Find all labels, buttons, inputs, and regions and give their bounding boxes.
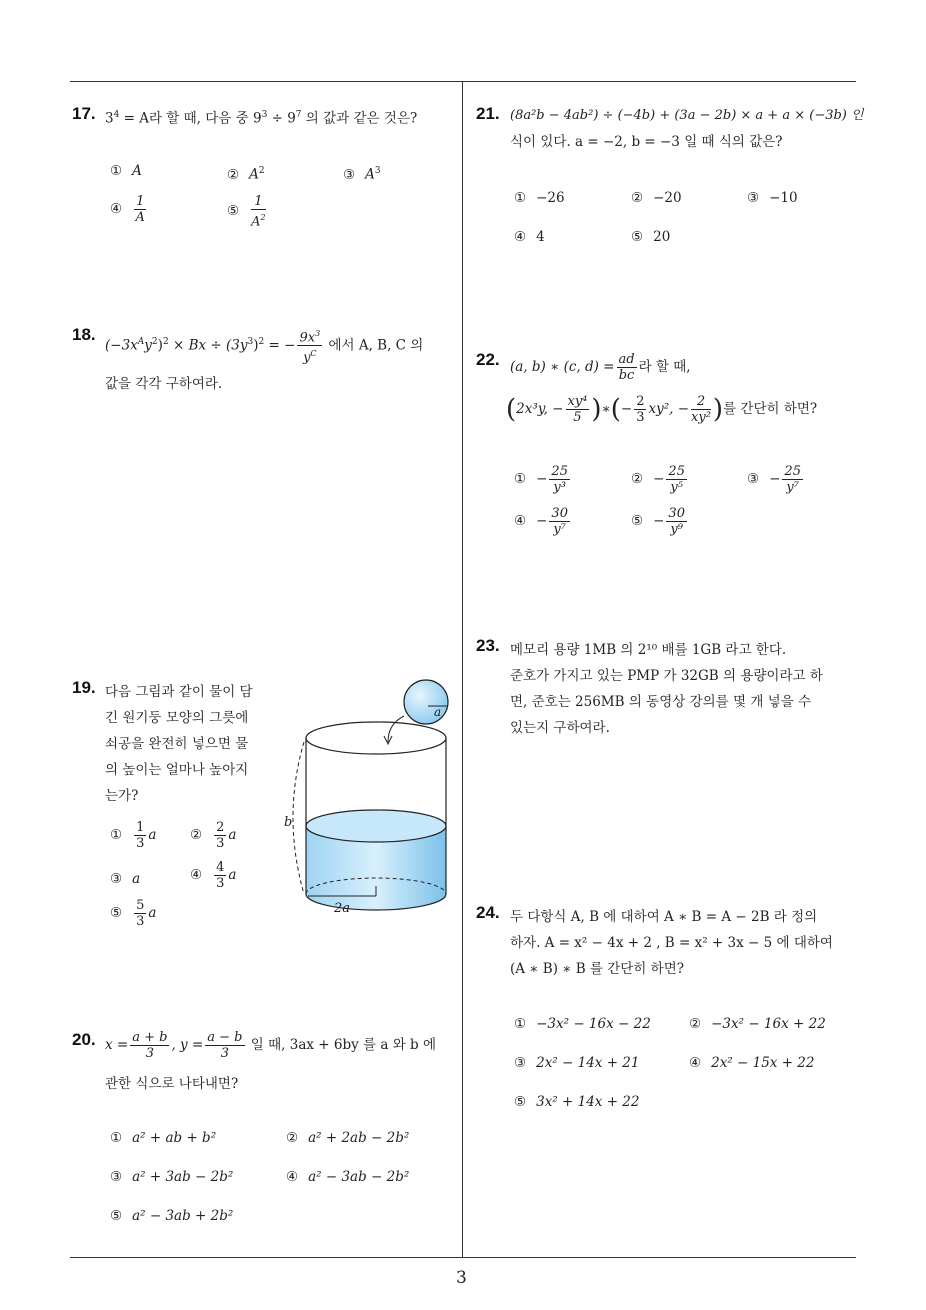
fraction: $\frac{1}{A}$ (135, 194, 145, 225)
fraction: $\frac{1}{A^2}$ (251, 194, 266, 230)
radius-2a-label: 2a (334, 901, 351, 916)
q22-choice-3[interactable]: ③ − $\frac{25}{\text{y⁷}}$ (747, 464, 801, 495)
q17-choice-5[interactable]: ⑤ $\frac{1}{A^2}$ (227, 194, 266, 230)
fraction: $\frac{ad}{bc}$ (618, 352, 635, 383)
q21-choice-1[interactable]: ① −26 (514, 190, 565, 206)
q24-line1: 두 다항식 A, B 에 대하여 A ∗ B = A − 2B 라 정의 (510, 909, 818, 925)
q17-number: 17. (72, 104, 96, 123)
q20-line1: x = $\frac{a + b}{3}$ , y = $\frac{a - b}{3}$ 일 때, 3ax + 6by 를 a 와 b 에 (105, 1030, 437, 1061)
water-surface (306, 810, 446, 842)
fraction: $\frac{30}{\text{y⁷}}$ (551, 506, 568, 537)
fraction: $\frac{\text{xy⁴}}{5}$ (567, 394, 588, 425)
fraction: $\frac{9x^3}{y^C}$ (297, 326, 322, 366)
q19-line3: 쇠공을 완전히 넣으면 물 (105, 736, 249, 752)
q24-choice-3[interactable]: ③ 2x² − 14x + 21 (514, 1055, 640, 1071)
q23-line3: 면, 준호는 256MB 의 동영상 강의를 몇 개 넣을 수 (510, 694, 812, 710)
cylinder-top (306, 722, 446, 754)
top-rule (70, 81, 856, 82)
q19-number: 19. (72, 678, 96, 697)
ball-radius-label: a (434, 705, 442, 719)
q22-line1: (a, b) ∗ (c, d) = $\frac{ad}{bc}$ 라 할 때, (510, 352, 691, 383)
fraction: $\frac{4}{3}$ (216, 860, 225, 891)
q22-choice-1[interactable]: ① − $\frac{25}{\text{y³}}$ (514, 464, 568, 495)
q20-line2: 관한 식으로 나타내면? (105, 1076, 239, 1092)
fraction: $\frac{25}{\text{y⁵}}$ (668, 464, 685, 495)
cylinder-figure (280, 672, 460, 922)
fraction: $\frac{25}{\text{y⁷}}$ (784, 464, 801, 495)
q19-line5: 는가? (105, 788, 139, 804)
q17-choice-4[interactable]: ④ $\frac{1}{A}$ (110, 194, 145, 225)
q24-line2: 하자. A = x² − 4x + 2 , B = x² + 3x − 5 에 대하여 (510, 935, 833, 951)
steel-ball (404, 680, 448, 724)
q19-choice-4[interactable]: ④ $\frac{4}{3}$ a (190, 860, 237, 891)
q18-line1: $(-3x^Ay^2)^2 \times Bx \div (3y^3)^2$ = − $\frac{9x^3}{y^C}$ 에서 A, B, C 의 (105, 326, 423, 366)
q21-choice-4[interactable]: ④ 4 (514, 229, 545, 245)
q20-choice-5[interactable]: ⑤ a² − 3ab + 2b² (110, 1208, 234, 1224)
q21-choice-5[interactable]: ⑤ 20 (631, 229, 671, 245)
q21-line1: (8a²b − 4ab²) ÷ (−4b) + (3a − 2b) × a + a × (−3b) 인 (510, 108, 864, 123)
fraction: $\frac{2}{3}$ (216, 820, 225, 851)
fraction: $\frac{30}{\text{y⁹}}$ (668, 506, 685, 537)
fraction: $\frac{25}{\text{y³}}$ (551, 464, 568, 495)
q17-text: $3^4 = A$라 할 때, 다음 중 $9^3 \div 9^7$ 의 값과 같은 것은? (105, 110, 418, 127)
q19-line2: 긴 원기둥 모양의 그릇에 (105, 710, 249, 726)
q24-choice-1[interactable]: ① −3x² − 16x − 22 (514, 1016, 651, 1032)
fraction: $\frac{a - b}{3}$ (207, 1030, 243, 1061)
q20-choice-4[interactable]: ④ a² − 3ab − 2b² (286, 1169, 410, 1185)
q24-line3: (A ∗ B) ∗ B 를 간단히 하면? (510, 961, 684, 977)
q21-choice-3[interactable]: ③ −10 (747, 190, 798, 206)
q20-choice-1[interactable]: ① a² + ab + b² (110, 1130, 217, 1146)
q17-choice-2[interactable]: ② $A^2$ (227, 166, 265, 183)
q19-choice-2[interactable]: ② $\frac{2}{3}$ a (190, 820, 237, 851)
fraction: $\frac{2}{3}$ (636, 394, 645, 425)
q17-choice-1[interactable]: ① A (110, 163, 142, 179)
q19-choice-3[interactable]: ③ a (110, 871, 141, 887)
fraction: $\frac{a + b}{3}$ (132, 1030, 168, 1061)
q23-line2: 준호가 가지고 있는 PMP 가 32GB 의 용량이라고 하 (510, 668, 823, 684)
q20-choice-3[interactable]: ③ a² + 3ab − 2b² (110, 1169, 234, 1185)
q19-choice-5[interactable]: ⑤ $\frac{5}{3}$ a (110, 898, 157, 929)
q21-line2: 식이 있다. a = −2, b = −3 일 때 식의 값은? (510, 134, 783, 150)
q24-choice-4[interactable]: ④ 2x² − 15x + 22 (689, 1055, 815, 1071)
q20-number: 20. (72, 1030, 96, 1049)
column-divider (462, 81, 463, 1258)
q17-choice-3[interactable]: ③ $A^3$ (343, 166, 381, 183)
q22-number: 22. (476, 350, 500, 369)
q22-choice-5[interactable]: ⑤ − $\frac{30}{\text{y⁹}}$ (631, 506, 685, 537)
q22-choice-2[interactable]: ② − $\frac{25}{\text{y⁵}}$ (631, 464, 685, 495)
q18-line2: 값을 각각 구하여라. (105, 376, 223, 392)
q20-choice-2[interactable]: ② a² + 2ab − 2b² (286, 1130, 410, 1146)
q21-choice-2[interactable]: ② −20 (631, 190, 682, 206)
page-number: 3 (456, 1268, 467, 1288)
q18-number: 18. (72, 325, 96, 344)
q23-number: 23. (476, 636, 500, 655)
q24-choice-5[interactable]: ⑤ 3x² + 14x + 22 (514, 1094, 640, 1110)
fraction: $\frac{1}{3}$ (136, 820, 145, 851)
q22-choice-4[interactable]: ④ − $\frac{30}{\text{y⁷}}$ (514, 506, 568, 537)
height-b-label: b (284, 815, 293, 830)
q23-line1: 메모리 용량 1MB 의 2¹⁰ 배를 1GB 라고 한다. (510, 642, 787, 658)
fraction: $\frac{2}{\text{xy²}}$ (691, 394, 711, 425)
fraction: $\frac{5}{3}$ (136, 898, 145, 929)
q24-choice-2[interactable]: ② −3x² − 16x + 22 (689, 1016, 826, 1032)
q22-line2: (2x³y, − $\frac{\text{xy⁴}}{5}$ )∗(− $\frac{2}{3}$ xy², − $\frac{2}{\text{xy²}}$ )를 간단히 하면? (506, 394, 818, 425)
q19-line4: 의 높이는 얼마나 높아지 (105, 762, 249, 778)
q21-number: 21. (476, 104, 500, 123)
q19-line1: 다음 그림과 같이 물이 담 (105, 684, 253, 700)
q19-choice-1[interactable]: ① $\frac{1}{3}$ a (110, 820, 157, 851)
q23-line4: 있는지 구하여라. (510, 720, 610, 736)
q24-number: 24. (476, 903, 500, 922)
bottom-rule (70, 1257, 856, 1258)
